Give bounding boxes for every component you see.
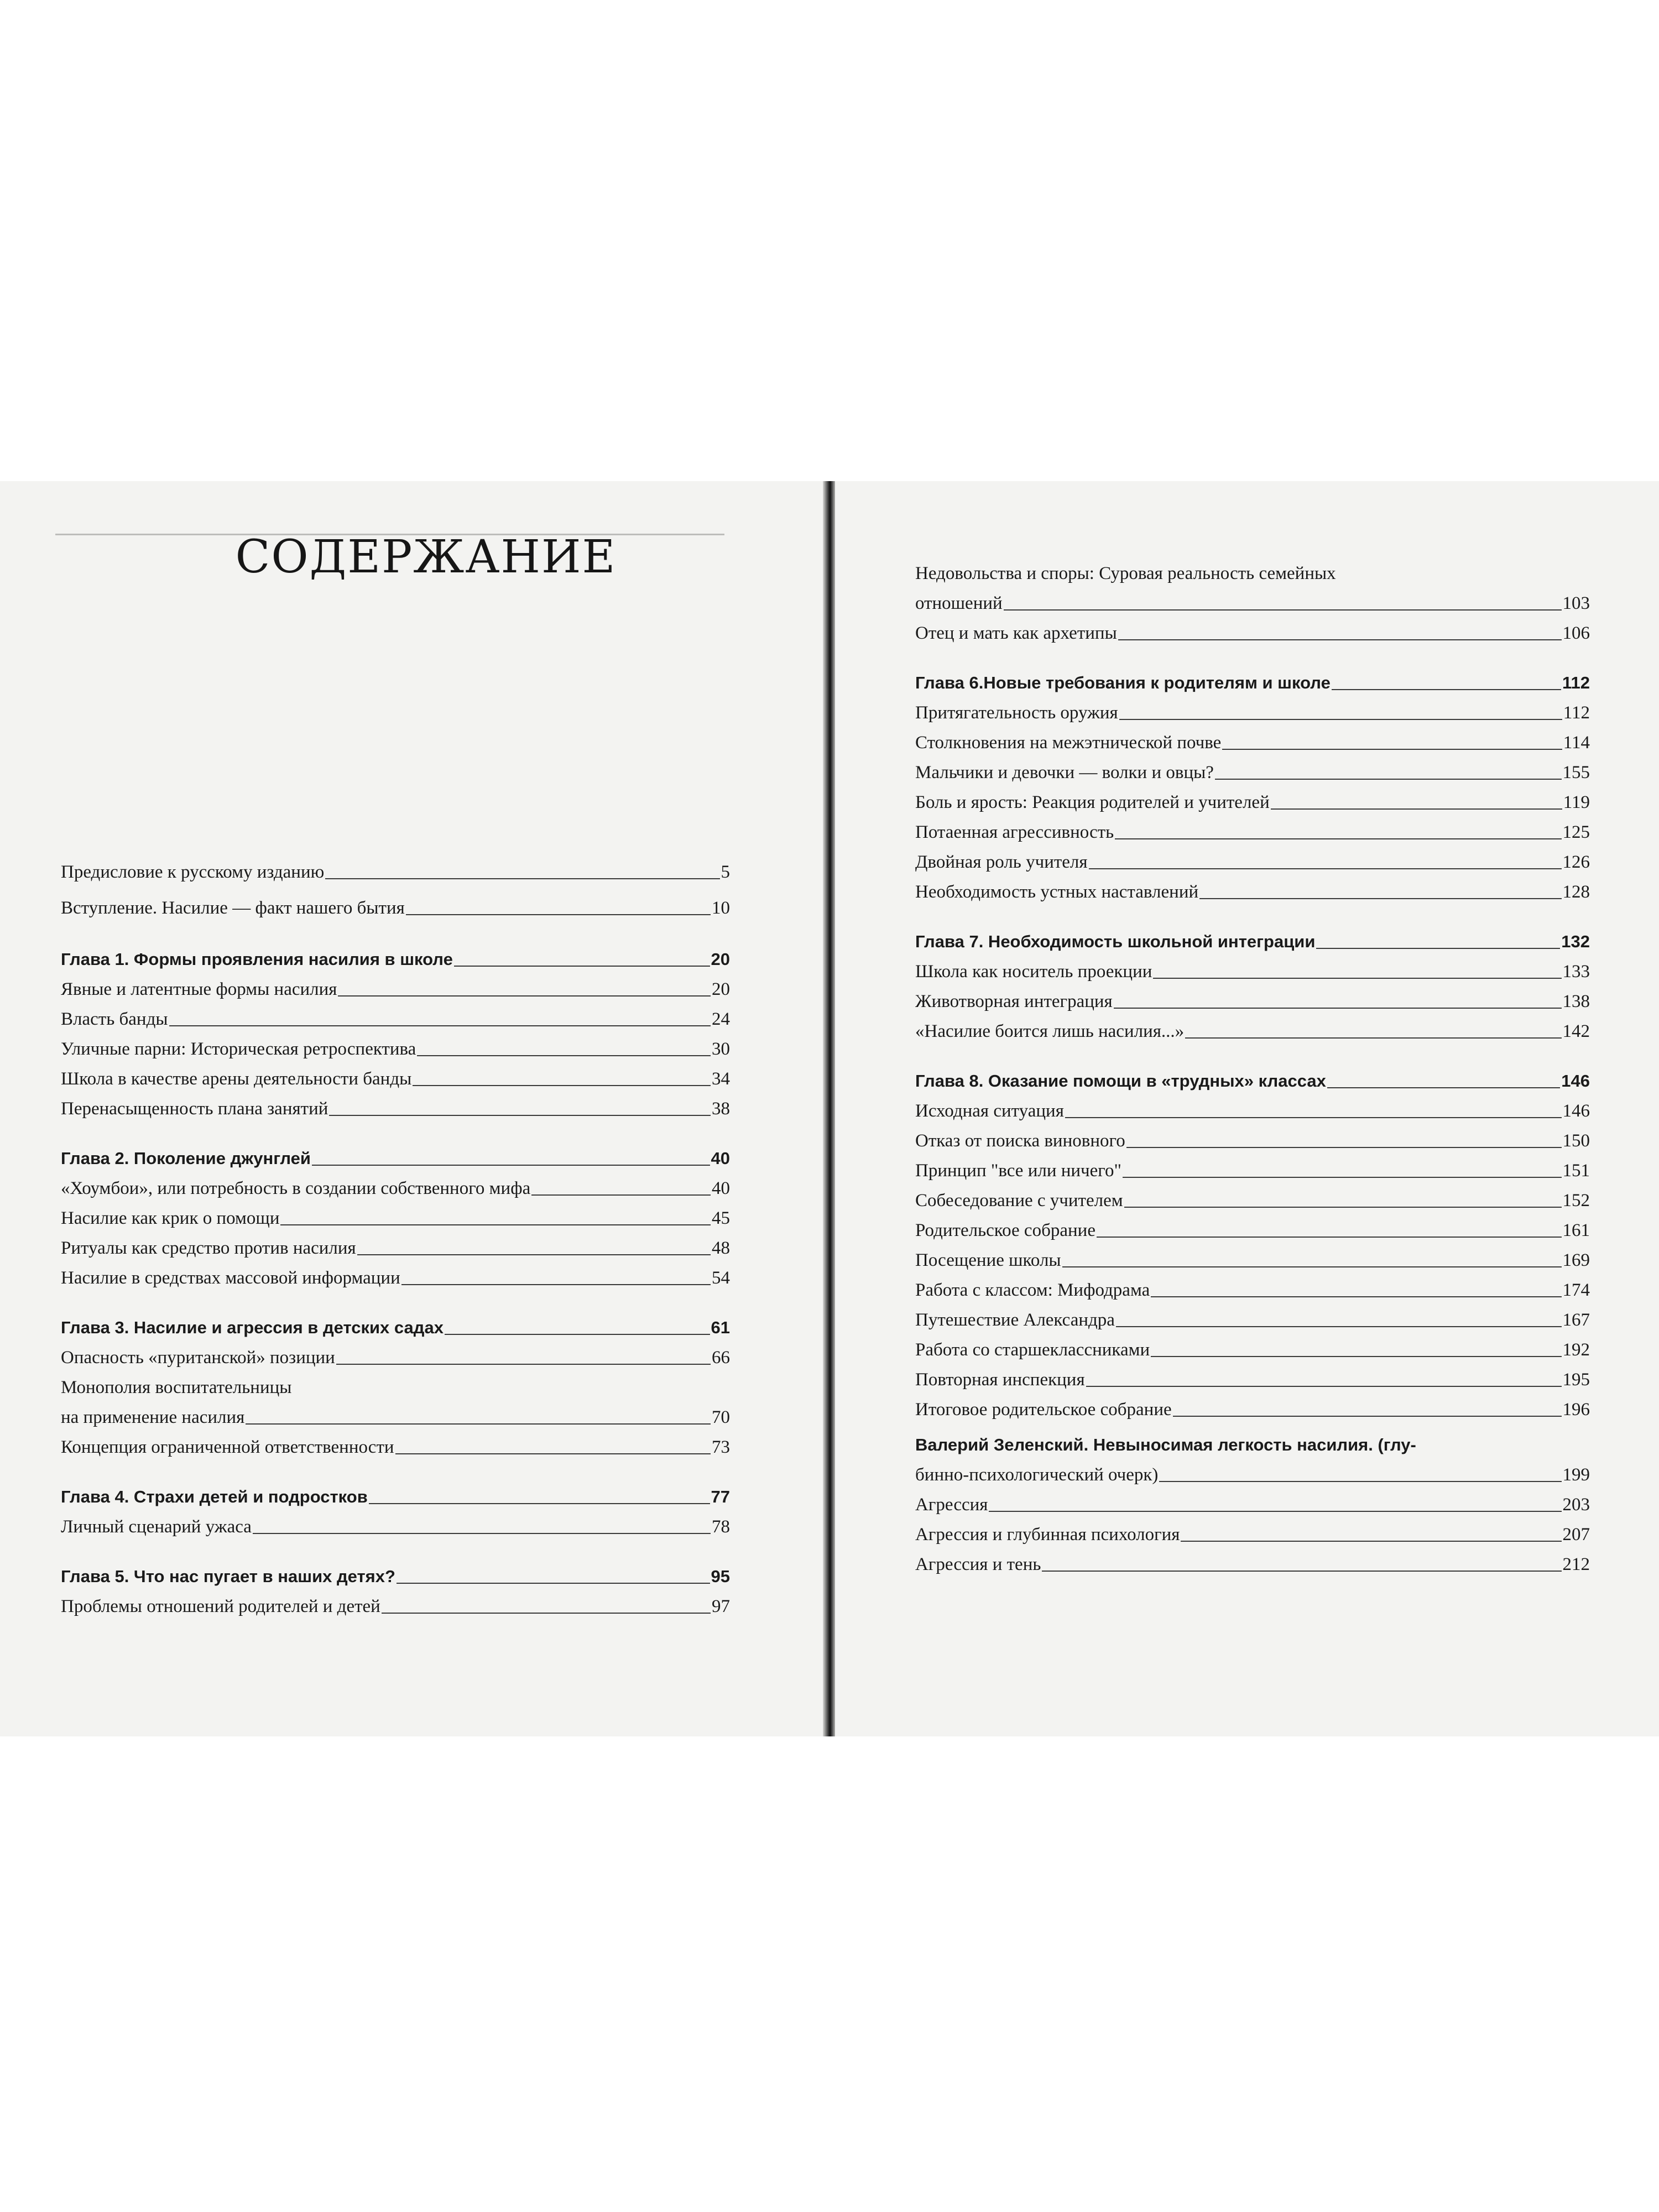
entry-title-line1: Недовольства и споры: Суровая реальность семейных [915, 564, 1336, 583]
entry-page-number: 73 [712, 1437, 730, 1457]
chapter-entry [61, 1485, 730, 1509]
entry-page-number: 112 [1563, 703, 1590, 723]
entry-title: Глава 7. Необходимость школьной интеграции [915, 932, 1316, 951]
entry-page-number: 20 [712, 979, 730, 999]
entry-page-number: 207 [1562, 1525, 1590, 1545]
entry-page-number: 66 [712, 1348, 730, 1368]
leader-line [1119, 719, 1562, 720]
toc-entry [915, 621, 1590, 645]
entry-title: Посещение школы [915, 1250, 1061, 1270]
entry-page-number: 54 [712, 1268, 730, 1288]
entry-title: Мальчики и девочки — волки и овцы? [915, 763, 1214, 782]
chapter-entry [61, 1146, 730, 1171]
leader-line [329, 1115, 711, 1116]
toc-entry [915, 1188, 1590, 1213]
entry-title: Глава 1. Формы проявления насилия в школе [61, 950, 453, 969]
leader-line [531, 1194, 711, 1196]
entry-page-number: 114 [1563, 733, 1590, 753]
entry-page-number: 5 [721, 862, 730, 882]
entry-title-line2: отношений [915, 593, 1003, 613]
entry-title-line1: Валерий Зеленский. Невыносимая легкость насилия. (глу- [915, 1435, 1416, 1454]
entry-page-number: 138 [1562, 992, 1590, 1011]
entry-title: «Насилие боится лишь насилия...» [915, 1021, 1185, 1041]
leader-line [1114, 1008, 1562, 1009]
entry-title: Отец и мать как архетипы [915, 623, 1117, 643]
toc-entry [915, 1522, 1590, 1547]
chapter-entry [915, 1069, 1590, 1093]
leader-line [1118, 639, 1562, 640]
entry-page-number: 132 [1561, 932, 1590, 951]
entry-title: Итоговое родительское собрание [915, 1400, 1172, 1420]
leader-line [1126, 1147, 1562, 1148]
entry-page-number: 78 [712, 1517, 730, 1537]
leader-line [280, 1224, 711, 1225]
toc-entry [915, 1159, 1590, 1183]
leader-line [406, 914, 711, 915]
leader-line [357, 1254, 711, 1255]
leader-line [1199, 898, 1561, 899]
entry-title: Повторная инспекция [915, 1370, 1085, 1390]
entry-title: Глава 2. Поколение джунглей [61, 1149, 311, 1168]
entry-title: «Хоумбои», или потребность в создании собственного мифа [61, 1178, 531, 1198]
leader-line [1065, 1117, 1562, 1118]
entry-title: Опасность «пуританской» позиции [61, 1348, 335, 1368]
entry-title: Глава 3. Насилие и агрессия в детских садах [61, 1318, 444, 1337]
entry-page-number: 125 [1562, 822, 1590, 842]
entry-title: Проблемы отношений родителей и детей [61, 1597, 380, 1616]
entry-page-number: 212 [1562, 1554, 1590, 1574]
leader-line [1222, 749, 1562, 750]
toc-entry [915, 731, 1590, 755]
entry-title: Агрессия [915, 1495, 988, 1515]
leader-line [253, 1533, 711, 1534]
entry-page-number: 203 [1562, 1495, 1590, 1515]
leader-line [1097, 1237, 1562, 1238]
entry-title: Глава 4. Страхи детей и подростков [61, 1487, 368, 1506]
toc-entry [915, 1218, 1590, 1243]
entry-page-number: 192 [1562, 1340, 1590, 1360]
leader-line [1215, 779, 1562, 780]
toc-entry [915, 701, 1590, 725]
entry-page-number: 30 [712, 1039, 730, 1059]
entry-page-number: 152 [1562, 1191, 1590, 1211]
entry-title: Перенасыщенность плана занятий [61, 1099, 328, 1119]
entry-page-number: 45 [712, 1208, 730, 1228]
toc-entry [61, 1345, 730, 1370]
entry-title: Предисловие к русскому изданию [61, 862, 325, 882]
leader-line [1327, 1087, 1560, 1088]
toc-entry [61, 1067, 730, 1091]
toc-entry [61, 1515, 730, 1539]
entry-title: Глава 8. Оказание помощи в «трудных» классах [915, 1071, 1326, 1091]
toc-entry [915, 1338, 1590, 1362]
toc-entry [61, 1266, 730, 1290]
toc-entry [915, 1397, 1590, 1422]
leader-line [413, 1085, 711, 1086]
entry-title: Насилие в средствах массовой информации [61, 1268, 400, 1288]
chapter-entry [915, 930, 1590, 954]
entry-title: Двойная роль учителя [915, 852, 1088, 872]
leader-line [1042, 1571, 1561, 1572]
entry-title: Явные и латентные формы насилия [61, 979, 337, 999]
entry-page-number: 150 [1562, 1131, 1590, 1151]
entry-page-number: 126 [1562, 852, 1590, 872]
toc-entry [915, 1278, 1590, 1302]
entry-page-number: 24 [712, 1009, 730, 1029]
entry-title-line1: Монополия воспитательницы [61, 1378, 292, 1397]
leader-line [1116, 1326, 1562, 1327]
entry-title: Насилие как крик о помощи [61, 1208, 280, 1228]
entry-title: Путешествие Александра [915, 1310, 1115, 1330]
chapter-entry [61, 1316, 730, 1340]
entry-title: Глава 6.Новые требования к родителям и школе [915, 673, 1331, 692]
entry-title: Вступление. Насилие — факт нашего бытия [61, 898, 405, 918]
left-page [0, 481, 824, 1736]
leader-line [312, 1165, 710, 1166]
book-spread [0, 481, 1659, 1736]
entry-title: Родительское собрание [915, 1220, 1095, 1240]
entry-page-number: 20 [711, 950, 730, 969]
leader-line [417, 1055, 711, 1056]
entry-page-number: 128 [1562, 882, 1590, 902]
toc-entry [915, 760, 1590, 785]
entry-page-number: 146 [1561, 1071, 1590, 1091]
toc-entry [61, 1037, 730, 1061]
entry-title: Боль и ярость: Реакция родителей и учителей [915, 792, 1270, 812]
leader-line [1271, 808, 1562, 810]
toc-entry [915, 1552, 1590, 1577]
toc-entry [915, 1308, 1590, 1332]
entry-page-number: 61 [711, 1318, 730, 1337]
entry-page-number: 48 [712, 1238, 730, 1258]
right-page [835, 481, 1659, 1736]
entry-page-number: 146 [1562, 1101, 1590, 1121]
entry-title: Личный сценарий ужаса [61, 1517, 252, 1537]
toc-entry [61, 1236, 730, 1260]
toc-entry [915, 790, 1590, 815]
leader-line [445, 1334, 710, 1335]
entry-page-number: 38 [712, 1099, 730, 1119]
leader-line [1086, 1386, 1562, 1387]
leader-line [1151, 1296, 1561, 1297]
leader-line [989, 1511, 1561, 1512]
entry-page-number: 77 [711, 1487, 730, 1506]
toc-entry [915, 1248, 1590, 1272]
leader-line [1115, 838, 1561, 839]
leader-line [246, 1423, 711, 1425]
leader-line [1181, 1541, 1561, 1542]
entry-page-number: 97 [712, 1597, 730, 1616]
toc-entry [915, 959, 1590, 984]
toc-entry [61, 896, 730, 920]
leader-line [1159, 1481, 1561, 1482]
leader-line [169, 1025, 711, 1026]
toc-entry [915, 591, 1590, 615]
entry-title: Концепция ограниченной ответственности [61, 1437, 394, 1457]
toc-entry [61, 1007, 730, 1031]
leader-line [1153, 978, 1561, 979]
toc-entry [61, 1405, 730, 1430]
entry-page-number: 161 [1562, 1220, 1590, 1240]
leader-line [395, 1453, 711, 1454]
entry-title: Уличные парни: Историческая ретроспектива [61, 1039, 416, 1059]
entry-page-number: 70 [712, 1407, 730, 1427]
entry-page-number: 167 [1562, 1310, 1590, 1330]
entry-title: Власть банды [61, 1009, 168, 1029]
entry-page-number: 174 [1562, 1280, 1590, 1300]
entry-page-number: 10 [712, 898, 730, 918]
entry-title: Агрессия и глубинная психология [915, 1525, 1180, 1545]
leader-line [382, 1613, 711, 1614]
toc-heading: СОДЕРЖАНИЕ [235, 531, 617, 583]
leader-line [454, 966, 710, 967]
leader-line [1004, 609, 1562, 611]
entry-title: Ритуалы как средство против насилия [61, 1238, 356, 1258]
toc-entry [61, 977, 730, 1001]
leader-line [1316, 948, 1560, 949]
entry-page-number: 195 [1562, 1370, 1590, 1390]
toc-entry [915, 1463, 1590, 1487]
leader-line [336, 1364, 711, 1365]
toc-entry [915, 1099, 1590, 1123]
leader-line [1332, 689, 1561, 690]
chapter-entry [915, 671, 1590, 695]
toc-entry [915, 880, 1590, 904]
leader-line [1089, 868, 1562, 869]
entry-page-number: 142 [1562, 1021, 1590, 1041]
entry-page-number: 169 [1562, 1250, 1590, 1270]
entry-page-number: 40 [711, 1149, 730, 1168]
entry-title: Отказ от поиска виновного [915, 1131, 1125, 1151]
toc-entry [61, 1097, 730, 1121]
leader-line [397, 1583, 710, 1584]
leader-line [1151, 1356, 1561, 1357]
entry-page-number: 151 [1562, 1161, 1590, 1181]
entry-page-number: 119 [1563, 792, 1590, 812]
toc-entry [915, 850, 1590, 874]
leader-line [325, 878, 719, 879]
entry-title: Школа в качестве арены деятельности банды [61, 1069, 412, 1089]
chapter-entry [61, 1564, 730, 1589]
entry-title: Необходимость устных наставлений [915, 882, 1199, 902]
chapter-entry [61, 947, 730, 972]
entry-page-number: 155 [1562, 763, 1590, 782]
toc-entry [61, 1176, 730, 1201]
leader-line [401, 1284, 711, 1285]
leader-line [1185, 1037, 1561, 1039]
toc-entry [915, 1129, 1590, 1153]
entry-page-number: 103 [1562, 593, 1590, 613]
toc-entry [61, 1435, 730, 1459]
entry-page-number: 196 [1562, 1400, 1590, 1420]
toc-entry [915, 1019, 1590, 1044]
entry-page-number: 34 [712, 1069, 730, 1089]
toc-entry [61, 860, 730, 884]
leader-line [338, 995, 711, 997]
leader-line [1124, 1207, 1562, 1208]
entry-page-number: 95 [711, 1567, 730, 1586]
entry-title: Принцип "все или ничего" [915, 1161, 1121, 1181]
toc-entry [915, 820, 1590, 844]
entry-title-line2: на применение насилия [61, 1407, 245, 1427]
leader-line [1173, 1416, 1562, 1417]
entry-title-line2: бинно-психологический очерк) [915, 1465, 1159, 1485]
toc-entry [915, 1493, 1590, 1517]
entry-page-number: 112 [1562, 673, 1590, 692]
leader-line [369, 1503, 710, 1504]
leader-line [1123, 1177, 1562, 1178]
entry-title: Работа со старшеклассниками [915, 1340, 1150, 1360]
entry-title: Глава 5. Что нас пугает в наших детях? [61, 1567, 395, 1586]
entry-title: Исходная ситуация [915, 1101, 1064, 1121]
toc-entry [915, 989, 1590, 1014]
entry-page-number: 199 [1562, 1465, 1590, 1485]
toc-entry [61, 1206, 730, 1230]
entry-title: Потаенная агрессивность [915, 822, 1114, 842]
entry-title: Столкновения на межэтнической почве [915, 733, 1222, 753]
toc-entry [915, 1368, 1590, 1392]
entry-title: Школа как носитель проекции [915, 962, 1152, 982]
leader-line [1062, 1266, 1562, 1267]
book-gutter [823, 481, 836, 1736]
entry-title: Работа с классом: Мифодрама [915, 1280, 1150, 1300]
entry-title: Агрессия и тень [915, 1554, 1041, 1574]
entry-page-number: 106 [1562, 623, 1590, 643]
entry-page-number: 40 [712, 1178, 730, 1198]
entry-page-number: 133 [1562, 962, 1590, 982]
entry-title: Собеседование с учителем [915, 1191, 1123, 1211]
toc-entry [61, 1594, 730, 1619]
entry-title: Животворная интеграция [915, 992, 1113, 1011]
entry-title: Притягательность оружия [915, 703, 1118, 723]
